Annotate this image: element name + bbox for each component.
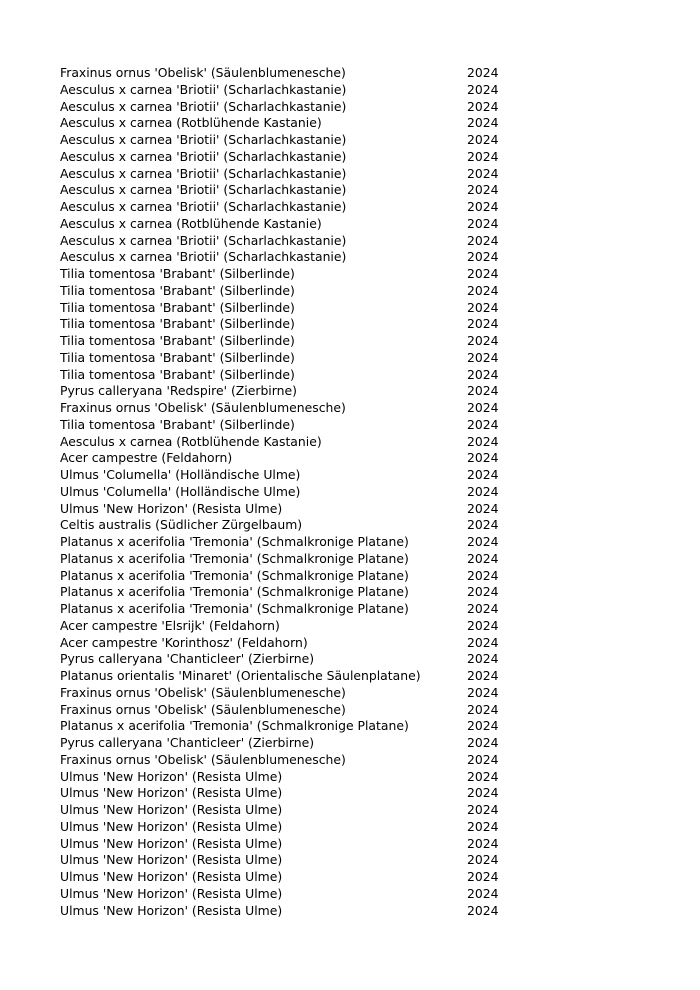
table-row xyxy=(60,115,510,132)
tree-species-cell: Tilia tomentosa 'Brabant' (Silberlinde) xyxy=(60,299,295,315)
year-cell: 2024 xyxy=(467,282,499,298)
table-row xyxy=(60,852,510,869)
tree-species-cell: Aesculus x carnea (Rotblühende Kastanie) xyxy=(60,215,322,231)
tree-species-cell: Aesculus x carnea 'Briotii' (Scharlachkastanie) xyxy=(60,249,347,265)
tree-species-cell: Tilia tomentosa 'Brabant' (Silberlinde) xyxy=(60,333,295,348)
year-cell: 2024 xyxy=(467,416,499,432)
year-cell: 2024 xyxy=(467,232,499,248)
tree-species-cell: Platanus x acerifolia 'Tremonia' (Schmalkronige Platane) xyxy=(60,601,409,616)
table-row xyxy=(60,450,510,467)
tree-species-cell: Fraxinus ornus 'Obelisk' (Säulenblumenesche) xyxy=(60,684,346,700)
tree-species-cell: Tilia tomentosa 'Brabant' (Silberlinde) xyxy=(60,416,295,432)
year-cell: 2024 xyxy=(467,165,499,181)
table-row xyxy=(60,702,510,719)
year-cell: 2024 xyxy=(467,215,499,231)
tree-species-cell: Tilia tomentosa 'Brabant' (Silberlinde) xyxy=(60,266,295,281)
tree-species-cell: Fraxinus ornus 'Obelisk' (Säulenblumenesche) xyxy=(60,751,346,767)
year-cell: 2024 xyxy=(467,98,499,114)
tree-species-cell: Acer campestre 'Korinthosz' (Feldahorn) xyxy=(60,634,308,650)
table-row xyxy=(60,199,510,216)
tree-species-cell: Aesculus x carnea 'Briotii' (Scharlachkastanie) xyxy=(60,148,347,164)
table-row xyxy=(60,668,510,685)
tree-species-cell: Pyrus calleryana 'Chanticleer' (Zierbirne) xyxy=(60,735,315,750)
tree-species-cell: Aesculus x carnea 'Briotii' (Scharlachkastanie) xyxy=(60,232,347,248)
table-row xyxy=(60,618,510,635)
year-cell: 2024 xyxy=(467,617,499,633)
tree-species-cell: Tilia tomentosa 'Brabant' (Silberlinde) xyxy=(60,316,295,332)
table-row xyxy=(60,350,510,367)
tree-species-cell: Celtis australis (Südlicher Zürgelbaum) xyxy=(60,517,303,533)
tree-species-cell: Ulmus 'New Horizon' (Resista Ulme) xyxy=(60,802,283,817)
table-row xyxy=(60,132,510,149)
year-cell: 2024 xyxy=(467,115,499,131)
year-cell: 2024 xyxy=(467,785,499,801)
year-cell: 2024 xyxy=(467,316,499,332)
table-row xyxy=(60,584,510,601)
table-row xyxy=(60,99,510,116)
table-row xyxy=(60,752,510,769)
tree-species-cell: Platanus x acerifolia 'Tremonia' (Schmalkronige Platane) xyxy=(60,718,409,734)
table-row xyxy=(60,568,510,585)
tree-species-cell: Aesculus x carnea (Rotblühende Kastanie) xyxy=(60,433,322,449)
table-row xyxy=(60,534,510,551)
year-cell: 2024 xyxy=(467,266,499,281)
tree-species-cell: Platanus x acerifolia 'Tremonia' (Schmalkronige Platane) xyxy=(60,567,409,583)
table-row xyxy=(60,802,510,819)
table-row xyxy=(60,501,510,518)
year-cell: 2024 xyxy=(467,818,499,834)
year-cell: 2024 xyxy=(467,483,499,499)
year-cell: 2024 xyxy=(467,835,499,851)
table-row xyxy=(60,484,510,501)
table-row xyxy=(60,316,510,333)
year-cell: 2024 xyxy=(467,534,499,549)
tree-species-cell: Acer campestre (Feldahorn) xyxy=(60,450,233,466)
year-cell: 2024 xyxy=(467,148,499,164)
year-cell: 2024 xyxy=(467,751,499,767)
tree-species-cell: Ulmus 'Columella' (Holländische Ulme) xyxy=(60,467,301,482)
table-row xyxy=(60,266,510,283)
year-cell: 2024 xyxy=(467,550,499,566)
tree-species-cell: Ulmus 'New Horizon' (Resista Ulme) xyxy=(60,869,283,884)
table-row xyxy=(60,367,510,384)
year-cell: 2024 xyxy=(467,718,499,734)
year-cell: 2024 xyxy=(467,885,499,901)
tree-species-cell: Ulmus 'New Horizon' (Resista Ulme) xyxy=(60,500,283,516)
year-cell: 2024 xyxy=(467,869,499,884)
year-cell: 2024 xyxy=(467,383,499,399)
tree-species-cell: Platanus orientalis 'Minaret' (Orientalische Säulenplatane) xyxy=(60,668,421,683)
year-cell: 2024 xyxy=(467,467,499,482)
year-cell: 2024 xyxy=(467,701,499,717)
tree-species-cell: Ulmus 'Columella' (Holländische Ulme) xyxy=(60,483,301,499)
tree-species-cell: Aesculus x carnea 'Briotii' (Scharlachkastanie) xyxy=(60,199,347,214)
table-row xyxy=(60,300,510,317)
tree-species-cell: Ulmus 'New Horizon' (Resista Ulme) xyxy=(60,885,283,901)
year-cell: 2024 xyxy=(467,852,499,868)
year-cell: 2024 xyxy=(467,517,499,533)
tree-species-cell: Aesculus x carnea 'Briotii' (Scharlachkastanie) xyxy=(60,98,347,114)
year-cell: 2024 xyxy=(467,299,499,315)
tree-species-cell: Platanus x acerifolia 'Tremonia' (Schmalkronige Platane) xyxy=(60,584,409,600)
table-row xyxy=(60,249,510,266)
table-row xyxy=(60,601,510,618)
year-cell: 2024 xyxy=(467,684,499,700)
year-cell: 2024 xyxy=(467,902,499,918)
year-cell: 2024 xyxy=(467,199,499,214)
tree-species-cell: Aesculus x carnea 'Briotii' (Scharlachkastanie) xyxy=(60,81,347,97)
tree-species-cell: Ulmus 'New Horizon' (Resista Ulme) xyxy=(60,818,283,834)
table-row xyxy=(60,82,510,99)
year-cell: 2024 xyxy=(467,500,499,516)
year-cell: 2024 xyxy=(467,584,499,600)
table-row xyxy=(60,467,510,484)
tree-species-cell: Platanus x acerifolia 'Tremonia' (Schmalkronige Platane) xyxy=(60,550,409,566)
tree-species-cell: Aesculus x carnea 'Briotii' (Scharlachkastanie) xyxy=(60,165,347,181)
table-row xyxy=(60,551,510,568)
year-cell: 2024 xyxy=(467,366,499,382)
table-row xyxy=(60,718,510,735)
table-row xyxy=(60,233,510,250)
year-cell: 2024 xyxy=(467,802,499,817)
tree-species-cell: Pyrus calleryana 'Chanticleer' (Zierbirne) xyxy=(60,651,315,667)
year-cell: 2024 xyxy=(467,768,499,784)
table-row xyxy=(60,216,510,233)
tree-species-cell: Fraxinus ornus 'Obelisk' (Säulenblumenesche) xyxy=(60,701,346,717)
tree-species-cell: Acer campestre 'Elsrijk' (Feldahorn) xyxy=(60,617,280,633)
year-cell: 2024 xyxy=(467,249,499,265)
tree-species-cell: Fraxinus ornus 'Obelisk' (Säulenblumenesche) xyxy=(60,400,346,415)
tree-species-cell: Platanus x acerifolia 'Tremonia' (Schmalkronige Platane) xyxy=(60,534,409,549)
table-row xyxy=(60,333,510,350)
tree-species-cell: Fraxinus ornus 'Obelisk' (Säulenblumenesche) xyxy=(60,65,346,80)
year-cell: 2024 xyxy=(467,65,499,80)
tree-species-cell: Ulmus 'New Horizon' (Resista Ulme) xyxy=(60,768,283,784)
table-row xyxy=(60,735,510,752)
year-cell: 2024 xyxy=(467,81,499,97)
table-row xyxy=(60,434,510,451)
year-cell: 2024 xyxy=(467,567,499,583)
table-row xyxy=(60,166,510,183)
table-row xyxy=(60,635,510,652)
table-row xyxy=(60,383,510,400)
table-row xyxy=(60,785,510,802)
table-row xyxy=(60,517,510,534)
table-row xyxy=(60,903,510,920)
tree-species-cell: Pyrus calleryana 'Redspire' (Zierbirne) xyxy=(60,383,297,399)
table-row xyxy=(60,651,510,668)
table-row xyxy=(60,182,510,199)
year-cell: 2024 xyxy=(467,400,499,415)
table-row xyxy=(60,819,510,836)
table-row xyxy=(60,836,510,853)
tree-species-cell: Tilia tomentosa 'Brabant' (Silberlinde) xyxy=(60,366,295,382)
tree-list-table xyxy=(60,65,510,919)
year-cell: 2024 xyxy=(467,634,499,650)
table-row xyxy=(60,869,510,886)
year-cell: 2024 xyxy=(467,433,499,449)
year-cell: 2024 xyxy=(467,651,499,667)
table-row xyxy=(60,685,510,702)
table-row xyxy=(60,400,510,417)
year-cell: 2024 xyxy=(467,349,499,365)
tree-species-cell: Aesculus x carnea 'Briotii' (Scharlachkastanie) xyxy=(60,182,347,198)
tree-species-cell: Tilia tomentosa 'Brabant' (Silberlinde) xyxy=(60,349,295,365)
tree-species-cell: Ulmus 'New Horizon' (Resista Ulme) xyxy=(60,852,283,868)
table-row xyxy=(60,417,510,434)
tree-species-cell: Aesculus x carnea (Rotblühende Kastanie) xyxy=(60,115,322,131)
year-cell: 2024 xyxy=(467,132,499,147)
table-row xyxy=(60,886,510,903)
year-cell: 2024 xyxy=(467,450,499,466)
tree-species-cell: Aesculus x carnea 'Briotii' (Scharlachkastanie) xyxy=(60,132,347,147)
year-cell: 2024 xyxy=(467,735,499,750)
year-cell: 2024 xyxy=(467,333,499,348)
year-cell: 2024 xyxy=(467,601,499,616)
year-cell: 2024 xyxy=(467,182,499,198)
tree-species-cell: Ulmus 'New Horizon' (Resista Ulme) xyxy=(60,785,283,801)
tree-species-cell: Ulmus 'New Horizon' (Resista Ulme) xyxy=(60,835,283,851)
table-row xyxy=(60,149,510,166)
year-cell: 2024 xyxy=(467,668,499,683)
table-row xyxy=(60,283,510,300)
tree-species-cell: Ulmus 'New Horizon' (Resista Ulme) xyxy=(60,902,283,918)
tree-species-cell: Tilia tomentosa 'Brabant' (Silberlinde) xyxy=(60,282,295,298)
table-row xyxy=(60,65,510,82)
table-row xyxy=(60,769,510,786)
